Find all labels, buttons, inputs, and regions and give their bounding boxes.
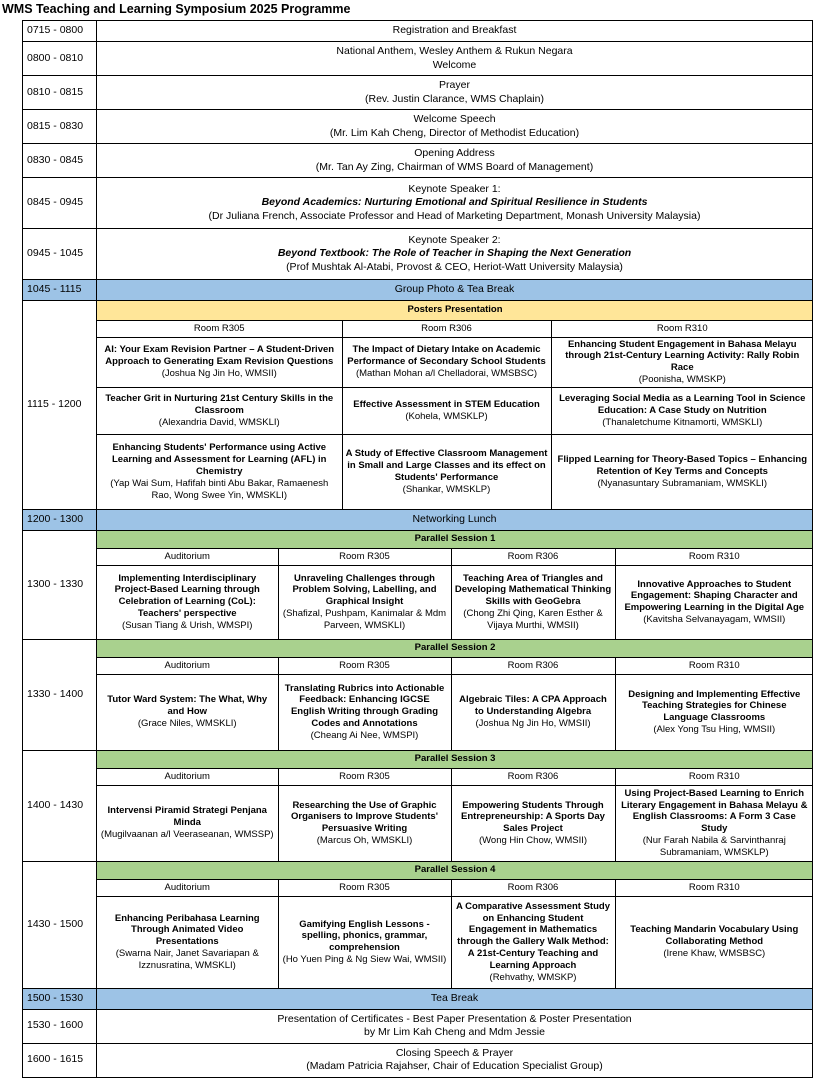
- event-line: (Mr. Tan Ay Zing, Chairman of WMS Board of Management): [315, 160, 594, 173]
- room-header: Room R306: [451, 658, 615, 675]
- paper-presenter: (Mugilvaanan a/l Veeraseanan, WMSSP): [100, 829, 274, 841]
- room-header: Room R306: [451, 880, 615, 897]
- poster-presenter: (Joshua Ng Jin Ho, WMSII): [161, 368, 277, 380]
- schedule-row: [23, 229, 813, 280]
- paper-cell: [615, 786, 813, 861]
- paper-cell: [97, 897, 278, 988]
- paper-title: Tutor Ward System: The What, Why and How: [107, 694, 268, 718]
- paper-presenter: (Nur Farah Nabila & Sarvinthanraj Subramaniam, WMSKLP): [642, 835, 786, 858]
- paper-presenter: (Ho Yuen Ping & Ng Siew Wai, WMSII): [282, 954, 447, 966]
- session-table: [97, 862, 813, 988]
- paper-title: A Comparative Assessment Study on Enhancing Student Engagement in Mathematics through the Gallery Walk Method: A 21st-Century Teaching and Learning Approach: [456, 900, 610, 972]
- event-line: Welcome: [432, 58, 477, 71]
- paper-title: Teaching Area of Triangles and Developing Mathematical Thinking Skills with GeoGebra: [454, 572, 612, 608]
- room-header: Room R305: [278, 658, 451, 675]
- event-line: Welcome Speech: [413, 113, 496, 126]
- paper-cell: [278, 566, 451, 639]
- event-line: by Mr Lim Kah Cheng and Mdm Jessie: [364, 1026, 545, 1038]
- poster-title: AI: Your Exam Revision Partner – A Student-Driven Approach to Generating Exam Revision Questions: [104, 344, 335, 368]
- schedule-row: [23, 1009, 813, 1043]
- event-line: Presentation of Certificates - Best Paper Presentation & Poster Presentation: [277, 1012, 632, 1025]
- session-table: [97, 640, 813, 750]
- poster-title: Enhancing Student Engagement in Bahasa Melayu through 21st-Century Learning Activity: Rally Robin Race: [565, 338, 800, 374]
- poster-presenter: (Shankar, WMSKLP): [402, 483, 491, 495]
- posters-table: [97, 301, 813, 509]
- poster-cell: [97, 435, 342, 509]
- paper-presenter: (Rehvathy, WMSKP): [489, 971, 577, 983]
- posters-row: [23, 301, 813, 510]
- session-block: [97, 861, 813, 988]
- paper-title: Innovative Approaches to Student Engagement: Shaping Character and Empowering Learning in the Digital Age: [624, 578, 805, 614]
- paper-title: Enhancing Peribahasa Learning Through Animated Video Presentations: [114, 912, 260, 948]
- poster-presenter: (Poonisha, WMSKP): [638, 374, 726, 386]
- room-header: Room R310: [615, 880, 813, 897]
- poster-cell: [551, 337, 813, 388]
- paper-presenter: (Susan Tiang & Urish, WMSPI): [122, 620, 253, 632]
- session-row: [23, 861, 813, 988]
- time-cell: 1600 - 1615: [23, 1043, 97, 1077]
- poster-title: Teacher Grit in Nurturing 21st Century Skills in the Classroom: [105, 393, 334, 417]
- paper-cell: [451, 786, 615, 861]
- session-row: [23, 639, 813, 750]
- poster-presenter: (Alexandria David, WMSKLI): [158, 416, 280, 428]
- room-header: Room R306: [342, 320, 551, 337]
- room-header: Room R306: [451, 769, 615, 786]
- schedule-row: [23, 110, 813, 144]
- session-row: [23, 530, 813, 639]
- paper-cell: [97, 675, 278, 750]
- event-cell: Networking Lunch: [97, 509, 813, 530]
- paper-presenter: (Joshua Ng Jin Ho, WMSII): [475, 718, 591, 730]
- poster-presenter: (Nyanasuntary Subramaniam, WMSKLI): [597, 477, 767, 489]
- paper-title: Translating Rubrics into Actionable Feedback: Enhancing IGCSE English Writing through Grading Codes and Annotations: [284, 682, 445, 730]
- paper-title: Intervensi Piramid Strategi Penjana Minda: [107, 805, 267, 829]
- poster-presenter: (Thanaletchume Kitnamorti, WMSKLI): [602, 416, 763, 428]
- poster-title: A Study of Effective Classroom Management in Small and Large Classes and its effect on Students' Performance: [345, 448, 548, 483]
- schedule-row: [23, 509, 813, 530]
- schedule-row: [23, 76, 813, 110]
- session-block: [97, 750, 813, 861]
- poster-cell: [97, 388, 342, 435]
- session-table: [97, 751, 813, 861]
- paper-cell: [451, 675, 615, 750]
- room-header: Auditorium: [97, 658, 278, 675]
- room-header: Room R310: [615, 769, 813, 786]
- time-cell: 0845 - 0945: [23, 178, 97, 229]
- event-cell: [97, 1043, 813, 1077]
- schedule-row: [23, 144, 813, 178]
- time-cell: 0815 - 0830: [23, 110, 97, 144]
- poster-cell: [97, 337, 342, 388]
- session-header: Parallel Session 4: [97, 862, 813, 880]
- room-header: Room R305: [278, 549, 451, 566]
- time-cell: 1045 - 1115: [23, 280, 97, 301]
- schedule-row: [23, 42, 813, 76]
- keynote-cell: [97, 229, 813, 280]
- session-header: Parallel Session 1: [97, 531, 813, 549]
- paper-cell: [278, 786, 451, 861]
- poster-title: Leveraging Social Media as a Learning Tool in Science Education: A Case Study on Nutrition: [559, 393, 806, 417]
- poster-cell: [342, 388, 551, 435]
- paper-presenter: (Swarna Nair, Janet Savariapan & Izznusratina, WMSKLI): [115, 948, 259, 972]
- paper-cell: [615, 566, 813, 639]
- poster-title: Enhancing Students' Performance using Active Learning and Assessment for Learning (AFL) in Chemistry: [112, 442, 327, 477]
- schedule-row: [23, 988, 813, 1009]
- time-cell: 1300 - 1330: [23, 530, 97, 639]
- speaker-line: (Prof Mushtak Al-Atabi, Provost & CEO, Heriot-Watt University Malaysia): [286, 260, 623, 273]
- paper-title: Implementing Interdisciplinary Project-Based Learning through Celebration of Learning (CoL): Teachers' perspective: [114, 572, 260, 620]
- keynote-title: Beyond Textbook: The Role of Teacher in Shaping the Next Generation: [277, 247, 632, 260]
- paper-cell: [278, 675, 451, 750]
- event-line: Keynote Speaker 2:: [408, 234, 501, 247]
- paper-cell: [97, 786, 278, 861]
- paper-cell: [97, 566, 278, 639]
- room-header: Room R305: [278, 769, 451, 786]
- poster-title: Effective Assessment in STEM Education: [353, 399, 540, 411]
- event-line: Closing Speech & Prayer: [395, 1046, 514, 1059]
- session-header: Parallel Session 2: [97, 640, 813, 658]
- room-header: Auditorium: [97, 769, 278, 786]
- paper-presenter: (Cheang Ai Nee, WMSPI): [310, 730, 419, 742]
- room-header: Room R306: [451, 549, 615, 566]
- schedule-row: [23, 280, 813, 301]
- page-title: WMS Teaching and Learning Symposium 2025 Programme: [2, 2, 351, 16]
- time-cell: 1400 - 1430: [23, 750, 97, 861]
- session-header: Parallel Session 3: [97, 751, 813, 769]
- room-header: Room R305: [278, 880, 451, 897]
- event-cell: [97, 144, 813, 178]
- poster-title: Flipped Learning for Theory-Based Topics – Enhancing Retention of Key Terms and Concepts: [557, 453, 808, 477]
- time-cell: 0830 - 0845: [23, 144, 97, 178]
- event-line: Registration and Breakfast: [392, 24, 517, 37]
- paper-presenter: (Kavitsha Selvanayagam, WMSII): [643, 614, 786, 626]
- poster-presenter: (Kohela, WMSKLP): [405, 411, 488, 422]
- paper-title: Using Project-Based Learning to Enrich Literary Engagement in Bahasa Melayu & English Classrooms: A Form 3 Case Study: [621, 787, 808, 835]
- paper-title: Algebraic Tiles: A CPA Approach to Understanding Algebra: [459, 694, 607, 718]
- poster-presenter: (Yap Wai Sum, Hafifah binti Abu Bakar, Ramaenesh Rao, Wong Swee Yin, WMSKLI): [110, 477, 329, 501]
- time-cell: 1330 - 1400: [23, 639, 97, 750]
- posters-header: Posters Presentation: [97, 301, 813, 320]
- room-header: Room R305: [97, 320, 342, 337]
- keynote-cell: [97, 178, 813, 229]
- room-header: Room R310: [615, 658, 813, 675]
- poster-cell: [551, 388, 813, 435]
- poster-cell: [551, 435, 813, 509]
- paper-cell: [451, 566, 615, 639]
- room-header: Auditorium: [97, 549, 278, 566]
- programme-table: [22, 20, 813, 1078]
- event-cell: [97, 110, 813, 144]
- paper-presenter: (Alex Yong Tsu Hing, WMSII): [653, 724, 776, 736]
- room-header: Auditorium: [97, 880, 278, 897]
- schedule-row: [23, 1043, 813, 1077]
- time-cell: 1430 - 1500: [23, 861, 97, 988]
- time-cell: 0945 - 1045: [23, 229, 97, 280]
- time-cell: 1530 - 1600: [23, 1009, 97, 1043]
- time-cell: 0715 - 0800: [23, 21, 97, 42]
- session-block: [97, 530, 813, 639]
- session-row: [23, 750, 813, 861]
- posters-block: [97, 301, 813, 510]
- time-cell: 1200 - 1300: [23, 509, 97, 530]
- event-cell: Tea Break: [97, 988, 813, 1009]
- paper-title: Gamifying English Lessons - spelling, phonics, grammar, comprehension: [299, 918, 430, 954]
- event-line: (Mr. Lim Kah Cheng, Director of Methodist Education): [329, 126, 580, 139]
- session-table: [97, 531, 813, 639]
- keynote-title: Beyond Academics: Nurturing Emotional and Spiritual Resilience in Students: [261, 196, 648, 209]
- event-line: Opening Address: [414, 147, 495, 160]
- event-cell: [97, 42, 813, 76]
- event-line: Keynote Speaker 1:: [408, 183, 501, 196]
- paper-cell: [615, 897, 813, 988]
- schedule-row: [23, 178, 813, 229]
- speaker-line: (Dr Juliana French, Associate Professor and Head of Marketing Department, Monash University Malaysia): [208, 209, 701, 222]
- time-cell: 1500 - 1530: [23, 988, 97, 1009]
- paper-cell: [451, 897, 615, 988]
- paper-title: Unraveling Challenges through Problem Solving, Labelling, and Graphical Insight: [292, 572, 437, 608]
- room-header: Room R310: [551, 320, 813, 337]
- room-header: Room R310: [615, 549, 813, 566]
- poster-title: The Impact of Dietary Intake on Academic Performance of Secondary School Students: [347, 344, 546, 368]
- paper-presenter: (Chong Zhi Qing, Karen Esther & Vijaya Murthi, WMSII): [463, 608, 603, 632]
- schedule-row: [23, 21, 813, 42]
- paper-presenter: (Wong Hin Chow, WMSII): [478, 835, 588, 847]
- paper-cell: [615, 675, 813, 750]
- paper-title: Teaching Mandarin Vocabulary Using Collaborating Method: [630, 924, 799, 948]
- paper-presenter: (Grace Niles, WMSKLI): [137, 718, 237, 730]
- event-cell: [97, 76, 813, 110]
- poster-cell: [342, 435, 551, 509]
- poster-presenter: (Mathan Mohan a/l Chelladorai, WMSBSC): [355, 368, 538, 380]
- paper-presenter: (Irene Khaw, WMSBSC): [663, 948, 766, 960]
- session-block: [97, 639, 813, 750]
- paper-presenter: (Shafizal, Pushpam, Kanimalar & Mdm Parveen, WMSKLI): [282, 608, 447, 632]
- event-line: National Anthem, Wesley Anthem & Rukun Negara: [336, 45, 573, 58]
- paper-cell: [278, 897, 451, 988]
- poster-cell: [342, 337, 551, 388]
- event-cell: [97, 1009, 813, 1043]
- event-line: (Madam Patricia Rajahser, Chair of Education Specialist Group): [306, 1060, 603, 1072]
- time-cell: 0810 - 0815: [23, 76, 97, 110]
- paper-title: Researching the Use of Graphic Organisers to Improve Students' Persuasive Writing: [291, 799, 438, 835]
- time-cell: 0800 - 0810: [23, 42, 97, 76]
- event-cell: [97, 21, 813, 42]
- paper-presenter: (Marcus Oh, WMSKLI): [316, 835, 413, 847]
- event-cell: Group Photo & Tea Break: [97, 280, 813, 301]
- paper-title: Designing and Implementing Effective Teaching Strategies for Chinese Language Classrooms: [628, 688, 801, 724]
- paper-title: Empowering Students Through Entrepreneurship: A Sports Day Sales Project: [461, 799, 605, 835]
- time-cell: 1115 - 1200: [23, 301, 97, 510]
- event-line: (Rev. Justin Clarance, WMS Chaplain): [365, 92, 544, 105]
- event-line: Prayer: [439, 79, 470, 92]
